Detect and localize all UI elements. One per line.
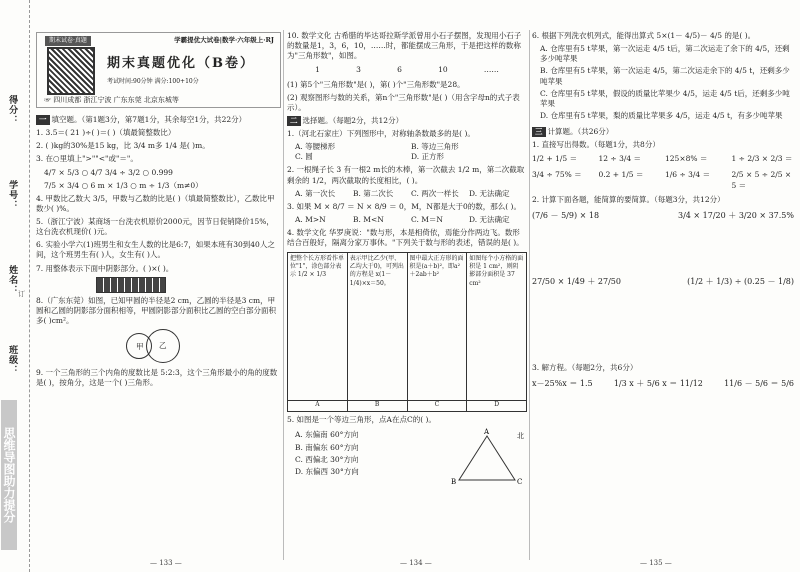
score-label: 得分：: [7, 95, 18, 125]
expr: 1/6 ÷ 3/4 ＝: [665, 170, 711, 180]
header-tag: 期末试卷·真题: [45, 36, 91, 46]
triangle-figure: [447, 428, 527, 486]
tri-label-a: A: [484, 428, 490, 437]
question: 1.（河北石家庄）下列图形中，对称轴条数最多的是( )。: [287, 129, 475, 138]
column-1: [36, 112, 281, 391]
option[interactable]: C. 圆: [295, 152, 313, 162]
triangle-numbers-figure: 1 3 6 10 ……: [315, 65, 499, 75]
statement-box-d: 如图每个小方格的面积是 1 cm²，则阴影部分面积是 37 cm² D: [467, 253, 526, 411]
question: 4. 数学文化 华罗庚说："数与形，本是相倚依，焉能分作两边飞。数形结合百般好，隔离分家万事休。"下列关于数与形的表述，错误的是( )。: [287, 228, 524, 248]
option[interactable]: B. 第二次长: [353, 188, 394, 198]
equation: x－25%x ＝ 1.5: [532, 378, 593, 388]
column-3: [532, 28, 794, 396]
statement-boxes: [287, 252, 527, 412]
option[interactable]: D. 无法确定: [469, 188, 510, 198]
question: 1. 3.5＝( 21 )÷( )＝( )（填最简整数比）: [36, 128, 176, 138]
compare-row: 4/7 × 5/3 ○ 4/7 3/4 ÷ 3/2 ○ 0.999: [44, 167, 173, 177]
question: 7. 用整体表示下面中阴影部分。( )×( )。: [36, 263, 174, 273]
expr: 3/4 ÷ 75% ＝: [532, 170, 582, 180]
class-label: 班级：: [7, 345, 18, 375]
exam-subtitle: 考试时间:90分钟 满分:100+10分: [107, 78, 199, 85]
exam-title: 期末真题优化（B卷）: [107, 56, 255, 71]
question: 5. 如图是一个等边三角形，点A在点C的( )。: [287, 415, 436, 425]
column-divider: [283, 30, 284, 560]
question: 5.（浙江宁波）某商场一台洗衣机原价2000元，因节日促销降价15%，这台洗衣机现价( )元。: [36, 217, 274, 237]
equation: 11/6 － 5/6 ＝ 5/6: [724, 378, 794, 388]
option[interactable]: C. 两次一样长: [411, 188, 459, 198]
option[interactable]: D. 仓库里有5 t苹果，梨的质量比苹果多 4/5，运走 4/5 t，有多少吨苹果: [540, 110, 783, 120]
expr: 2/5 × 5 ÷ 2/5 × 5 ＝: [731, 170, 792, 190]
series-label: 学霸提优大试卷|数学·六年级上·RJ: [174, 36, 274, 44]
section-title: 计算题。（共26分）: [547, 127, 614, 136]
section-choice: 二: [287, 116, 301, 126]
question: (2) 观察图形与数的关系，第n个"三角形数"是( )（用含字母n的式子表示）。: [287, 92, 520, 112]
tri-number: 3: [356, 65, 361, 75]
regions-line: ☞ 四川成都 浙江宁波 广东东莞 北京东城等: [44, 96, 179, 104]
expr: 3/4 × 17/20 ＋ 3/20 × 37.5%: [678, 210, 794, 220]
page-number: — 135 —: [640, 558, 672, 567]
question: 3. 在○里填上">""<"或"＝"。: [36, 154, 138, 164]
expr: 0.2 + 1/5 ＝: [598, 170, 644, 180]
equation: 1/3 x ＋ 5/6 x ＝ 11/12: [613, 378, 703, 388]
option[interactable]: C. 仓库里有5 t苹果，假设的质量比苹果少 4/5，运走 4/5 t后，还剩多少吨苹果: [540, 88, 790, 108]
tri-number: 1: [315, 65, 320, 75]
shaded-grid-figure: [96, 277, 166, 293]
column-2: [287, 28, 527, 486]
compare-row: 7/5 × 3/4 ○ 6 m × 1/3 ○ m ÷ 1/3（m≠0）: [44, 180, 203, 190]
option[interactable]: D. 正方形: [411, 152, 445, 162]
expr: 1/2 + 1/5 ＝: [532, 154, 578, 164]
expr: 125×8% ＝: [665, 154, 708, 164]
question: 2. 一根绳子长 3 有一根2 m长的木棒，第一次截去 1/2 m，第二次截取剩余的 1/2，两次截取的长度相比，( )。: [287, 165, 525, 185]
option[interactable]: B. 仓库里有5 t苹果，第一次运走 4/5，第二次运走余下的 4/5 t，还剩多少吨苹果: [540, 66, 790, 86]
option[interactable]: D. 无法确定: [469, 214, 510, 224]
question: 10. 数学文化 古希腊的毕达哥拉斯学派曾用小石子摆图，发现用小石子的数量是1，3，6，10，……时，都能摆成三角形，于是把这样的数称为"三角形数"，如图。: [287, 31, 522, 61]
section-title: 选择题。（每题2分，共12分）: [302, 115, 404, 125]
options: [295, 215, 527, 225]
question: 4. 甲数比乙数大 3/5，甲数与乙数的比是( )（填最简整数比），乙数比甲数少( )%。: [36, 193, 275, 213]
expr: 27/50 × 1/49 ＋ 27/50: [532, 276, 621, 286]
expr: 1 ÷ 2/3 × 2/3 ＝: [731, 154, 793, 164]
statement-box-c: 图中最大正方形的面积是(a＋b)²，即a²＋2ab＋b² C: [408, 253, 468, 411]
student-id-label: 学号：: [7, 180, 18, 210]
tri-number: 10: [438, 65, 448, 75]
question: 6. 根据下列洗衣机列式，能得出算式 5×(1－ 4/5)－ 4/5 的是( )。: [532, 31, 756, 40]
question: 8.（广东东莞）如图，已知甲圆的半径是2 cm，乙圆的半径是3 cm，甲圆和乙圆的阴影部分面积相等，甲圆阴影部分面积比乙圆的空白部分面积多( )cm²。: [36, 295, 276, 325]
option[interactable]: B. 南偏东 60°方向: [295, 442, 359, 452]
question: 9. 一个三角形的三个内角的度数比是 5:2:3，这个三角形最小的角的度数是( )，按角分，这是一个( )三角形。: [36, 368, 278, 388]
option[interactable]: A. M>N: [295, 214, 326, 224]
question: 6. 实验小学六(1)班男生和女生人数的比是6:7，如果本班有30到40人之间，这个班男生有( )人，女生有( )人。: [36, 240, 275, 260]
option[interactable]: D. 东偏西 30°方向: [295, 466, 359, 476]
question: (1) 第5个"三角形数"是( )，第( )个"三角形数"是28。: [287, 79, 465, 89]
option[interactable]: A. 东偏南 60°方向: [295, 430, 359, 440]
direct-answer-grid: [532, 154, 794, 190]
north-label: 北: [517, 432, 524, 441]
question: 2. ( )kg的30%是15 kg，比 3/4 m多 1/4 是( )m。: [36, 141, 210, 151]
tri-number: 6: [397, 65, 402, 75]
circle-a: 甲: [126, 333, 152, 359]
binding-margin: [0, 0, 30, 572]
calc-row: [532, 277, 794, 357]
expr: (7/6 － 5/9) × 18: [532, 210, 600, 220]
section-title: 填空题。（第1题3分，第7题1分，其余每空1分，共22分）: [51, 115, 247, 124]
question: 3. 解方程。（每题2分，共6分）: [532, 362, 638, 372]
statement-box-a: 把整个长方形看作单位"1"，涂色部分表示 1/2 × 1/3 A: [288, 253, 348, 411]
options: [295, 189, 527, 199]
tri-label-c: C: [517, 478, 523, 487]
calc-row: [532, 211, 794, 271]
option[interactable]: A. 第一次长: [295, 188, 336, 198]
watermark-stamp: 思维导图助力提分: [1, 400, 17, 550]
circles-figure: [36, 329, 281, 365]
option[interactable]: B. 等边三角形: [411, 142, 459, 152]
statement-box-b: 表示甲比乙少(甲、乙均大于0)，可列出的方程是 x(1－ 1/4)×x＝50。 B: [348, 253, 408, 411]
question: 3. 如果 M × 8/7 ＝ N × 8/9 ＝ 0，M，N都是大于0的数，那么( )。: [287, 201, 521, 211]
question: 1. 直接写出得数。（每题1分，共8分）: [532, 140, 660, 150]
expr: (1/2 ＋ 1/3) ÷ (0.25 － 1/8): [687, 276, 794, 286]
equation-row: [532, 379, 794, 390]
tri-label-b: B: [451, 478, 457, 487]
section-calc: 三: [532, 127, 546, 137]
option[interactable]: C. 西偏北 30°方向: [295, 454, 359, 464]
question: 2. 计算下面各题，能简算的要简算。（每题3分，共12分）: [532, 194, 725, 204]
option[interactable]: A. 等腰梯形: [295, 142, 336, 152]
expr: 12 ÷ 3/4 ＝: [598, 154, 642, 164]
options: [295, 142, 527, 162]
option[interactable]: A. 仓库里有5 t苹果，第一次运走 4/5 t后，第二次运走了余下的 4/5，还剩多少吨苹果: [540, 44, 790, 64]
page-number: — 133 —: [150, 558, 182, 567]
column-divider: [529, 30, 530, 560]
section-fill-blank: 一: [36, 115, 50, 125]
qr-code-icon: [47, 47, 95, 95]
option[interactable]: B. M<N: [353, 214, 384, 224]
option[interactable]: C. M＝N: [411, 214, 443, 224]
name-label: 姓名：: [7, 265, 18, 295]
binding-mark: 订: [18, 290, 25, 298]
page-number: — 134 —: [400, 558, 432, 567]
circle-b: 乙: [146, 329, 180, 363]
